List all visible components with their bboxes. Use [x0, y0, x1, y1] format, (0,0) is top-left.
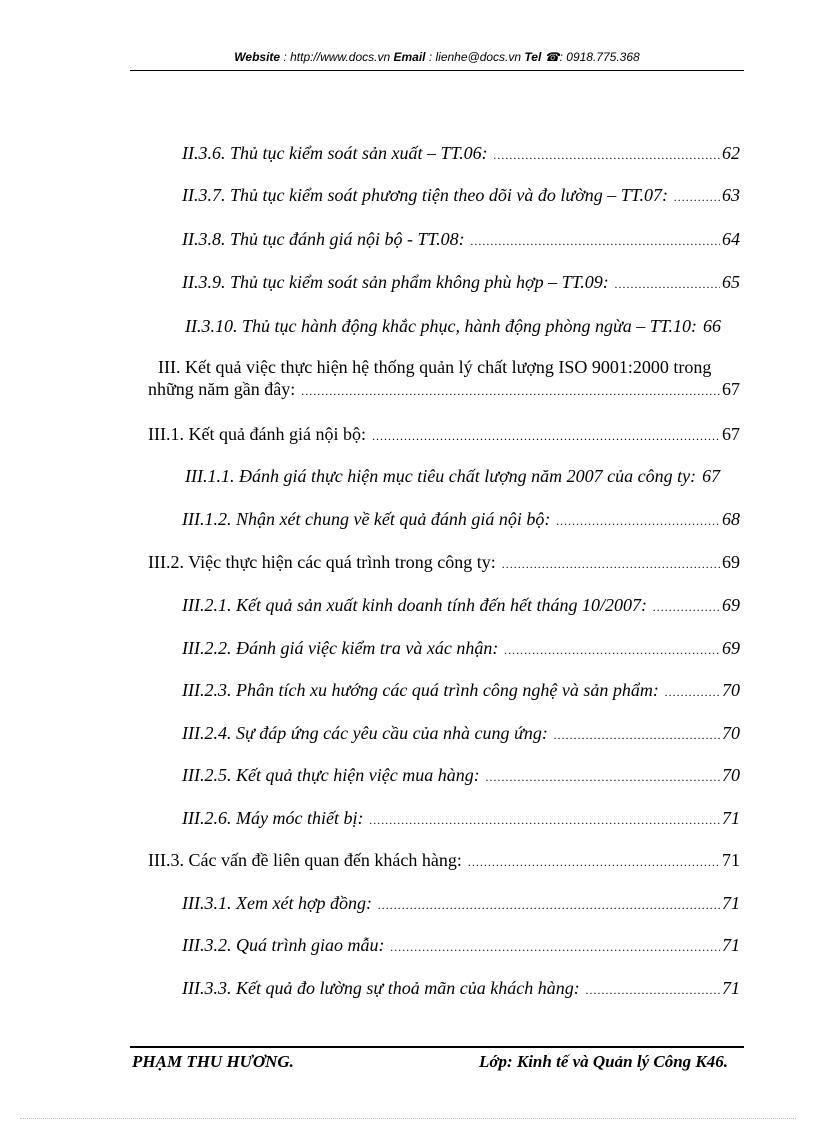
email-value: : lienhe@docs.vn — [425, 50, 525, 64]
toc-dot-leader — [301, 384, 720, 399]
toc-page-number: 70 — [722, 680, 740, 700]
toc-page-number: 65 — [722, 272, 740, 292]
toc-entry — [182, 893, 740, 914]
toc-dot-leader — [468, 855, 720, 870]
toc-entry — [185, 316, 740, 337]
toc-dot-leader — [378, 898, 720, 913]
toc-dot-leader — [372, 429, 720, 444]
tel-label: Tel — [524, 50, 542, 64]
toc-page-number: 67 — [722, 379, 740, 399]
toc-entry-title: II.3.10. Thủ tục hành động khắc phục, hành động phòng ngừa – TT.10: — [185, 316, 697, 336]
toc-page-number: 69 — [722, 595, 740, 615]
toc-dot-leader — [665, 685, 720, 700]
toc-page-number: 70 — [722, 765, 740, 785]
toc-entry — [182, 935, 740, 956]
toc-dot-leader — [471, 234, 720, 249]
toc-entry-title: III.3.1. Xem xét hợp đồng: — [182, 893, 373, 913]
toc-page-number: 66 — [702, 316, 721, 336]
toc-entry-title: III.1. Kết quả đánh giá nội bộ: — [148, 424, 366, 444]
toc-entry-title: III.2.2. Đánh giá việc kiểm tra và xác nhận: — [182, 638, 499, 658]
toc-page-number: 68 — [722, 509, 740, 529]
toc-page-number: 71 — [722, 978, 740, 998]
toc-entry — [182, 978, 740, 999]
toc-entry-title: II.3.9. Thủ tục kiểm soát sản phẩm không phù hợp – TT.09: — [182, 272, 609, 292]
toc-entry-title: III.2.3. Phân tích xu hướng các quá trình công nghệ và sản phẩm: — [182, 680, 659, 700]
toc-dot-leader — [653, 600, 720, 615]
page-bottom-border — [20, 1118, 796, 1119]
toc-dot-leader — [615, 277, 720, 292]
footer-author: PHẠM THU HƯƠNG. — [132, 1052, 294, 1071]
toc-page-number: 67 — [702, 466, 721, 486]
email-label: Email — [393, 50, 426, 64]
toc-dot-leader — [486, 770, 720, 785]
toc-entry-title: III.3.3. Kết quả đo lường sự thoả mãn của khách hàng: — [182, 978, 580, 998]
toc-entry-title: II.3.6. Thủ tục kiểm soát sản xuất – TT.06: — [182, 143, 488, 163]
toc-dot-leader — [586, 983, 720, 998]
footer-class: Lớp: Kinh tế và Quản lý Công K46. — [478, 1052, 728, 1071]
toc-entry-title-line1: III. Kết quả việc thực hiện hệ thống quản lý chất lượng ISO 9001:2000 trong — [158, 357, 712, 377]
toc-entry — [185, 466, 740, 487]
toc-dot-leader — [556, 514, 720, 529]
toc-entry — [182, 638, 740, 659]
toc-dot-leader — [554, 728, 720, 743]
toc-page-number: 62 — [722, 143, 740, 163]
toc-entry-title: III.2.4. Sự đáp ứng các yêu cầu của nhà cung ứng: — [182, 723, 548, 743]
toc-entry — [182, 272, 740, 293]
toc-dot-leader — [674, 190, 720, 205]
toc-entry — [182, 765, 740, 786]
toc-dot-leader — [494, 148, 720, 163]
toc-dot-leader — [502, 557, 720, 572]
toc-entry — [148, 424, 740, 445]
toc-entry — [148, 552, 740, 573]
toc-dot-leader — [390, 940, 720, 955]
toc-entry — [182, 808, 740, 829]
toc-entry-title: III.2.5. Kết quả thực hiện việc mua hàng: — [182, 765, 480, 785]
toc-page-number: 69 — [722, 552, 740, 572]
toc-entry-title-line2: những năm gần đây: — [148, 379, 296, 399]
toc-page-number: 71 — [722, 808, 740, 828]
toc-entry-title: III.2. Việc thực hiện các quá trình trong công ty: — [148, 552, 496, 572]
footer-divider — [130, 1046, 744, 1048]
toc-entry — [182, 595, 740, 616]
phone-icon: ☎ — [544, 50, 560, 64]
toc-entry-title: II.3.7. Thủ tục kiểm soát phương tiện theo dõi và đo lường – TT.07: — [182, 185, 668, 205]
toc-entry-title: II.3.8. Thủ tục đánh giá nội bộ - TT.08: — [182, 229, 465, 249]
toc-page-number: 67 — [722, 424, 740, 444]
toc-entry-title: III.3. Các vấn đề liên quan đến khách hàng: — [148, 850, 462, 870]
toc-entry — [182, 680, 740, 701]
toc-page-number: 70 — [722, 723, 740, 743]
toc-page-number: 69 — [722, 638, 740, 658]
toc-entry-title: III.1.1. Đánh giá thực hiện mục tiêu chất lượng năm 2007 của công ty: — [185, 466, 697, 486]
toc-entry-title: III.2.6. Máy móc thiết bị: — [182, 808, 364, 828]
website-value: : http://www.docs.vn — [280, 50, 394, 64]
toc-dot-leader — [504, 643, 720, 658]
tel-value: : 0918.775.368 — [559, 50, 640, 64]
toc-entry — [182, 143, 740, 164]
toc-entry — [148, 850, 740, 871]
toc-entry — [182, 229, 740, 250]
toc-page-number: 71 — [722, 935, 740, 955]
toc-entry — [182, 509, 740, 530]
toc-page-number: 71 — [722, 893, 740, 913]
toc-page-number: 63 — [722, 185, 740, 205]
toc-entry — [148, 379, 740, 400]
website-label: Website — [234, 50, 281, 64]
toc-page-number: 71 — [722, 850, 740, 870]
toc-entry-title: III.1.2. Nhận xét chung về kết quả đánh giá nội bộ: — [182, 509, 551, 529]
toc-entry — [182, 185, 740, 206]
toc-page-number: 64 — [722, 229, 740, 249]
toc-entry-title: III.3.2. Quá trình giao mẫu: — [182, 935, 385, 955]
toc-entry-title: III.2.1. Kết quả sản xuất kinh doanh tính đến hết tháng 10/2007: — [182, 595, 647, 615]
toc-dot-leader — [369, 813, 720, 828]
toc-entry — [182, 723, 740, 744]
